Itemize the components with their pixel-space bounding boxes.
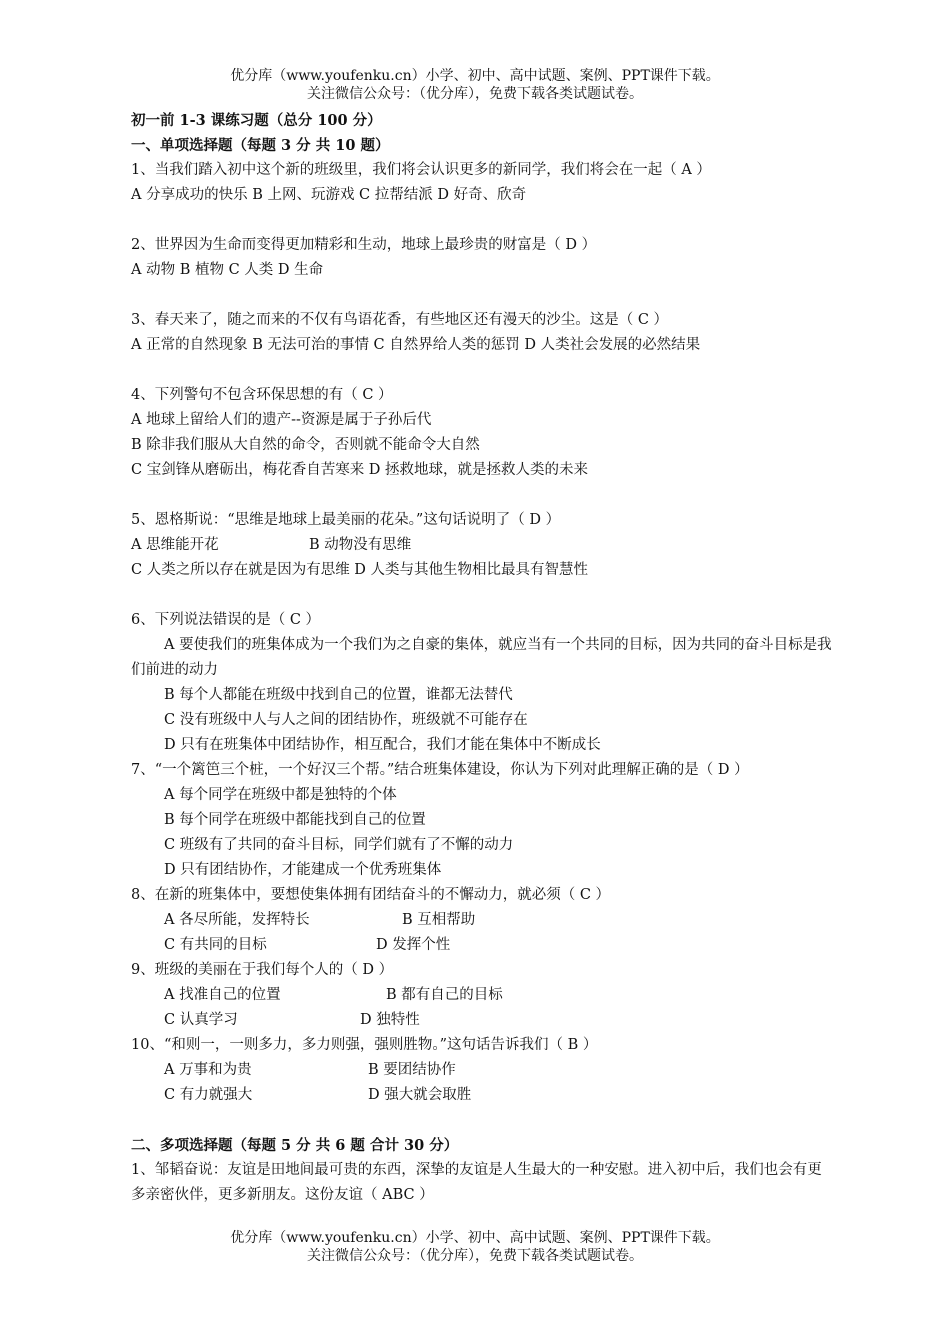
q1-stem: 1、当我们踏入初中这个新的班级里，我们将会认识更多的新同学，我们将会在一起（ A ） [131,162,711,178]
q7-option-c: C 班级有了共同的奋斗目标，同学们就有了不懈的动力 [164,837,514,853]
q7-option-d: D 只有团结协作，才能建成一个优秀班集体 [164,862,442,878]
q9-option-c: C 认真学习 [164,1012,238,1028]
q1-options: A 分享成功的快乐 B 上网、玩游戏 C 拉帮结派 D 好奇、欣奇 [131,187,527,203]
q10-option-c: C 有力就强大 [164,1087,253,1103]
page-header [0,67,950,103]
q4-option-b: B 除非我们服从大自然的命令，否则就不能命令大自然 [131,437,480,453]
q3-options: A 正常的自然现象 B 无法可治的事情 C 自然界给人类的惩罚 D 人类社会发展的必然结果 [131,337,701,353]
q8-stem: 8、在新的班集体中，要想使集体拥有团结奋斗的不懈动力，就必须（ C ） [131,887,611,903]
q10-options-cd [131,1083,836,1108]
q10-stem: 10、“和则一，一则多力，多力则强，强则胜物。”这句话告诉我们（ B ） [131,1037,598,1053]
q4-option-cd: C 宝剑锋从磨砺出，梅花香自苦寒来 D 拯救地球，就是拯救人类的未来 [131,462,589,478]
document-title: 初一前 1-3 课练习题（总分 100 分） [131,112,382,129]
q6-option-a: A 要使我们的班集体成为一个我们为之自豪的集体，就应当有一个共同的目标，因为共同的奋斗目标是我们前进的动力 [131,637,832,678]
q6-stem: 6、下列说法错误的是（ C ） [131,612,321,628]
footer-line-2: 关注微信公众号：（优分库），免费下载各类试题试卷。 [307,1248,643,1264]
q7-option-b: B 每个同学在班级中都能找到自己的位置 [164,812,426,828]
q2-options: A 动物 B 植物 C 人类 D 生命 [131,262,324,278]
s2-q1-stem: 1、邹韬奋说：友谊是田地间最可贵的东西，深挚的友谊是人生最大的一种安慰。进入初中后，我们也会有更多亲密伙伴，更多新朋友。这份友谊（ ABC ） [131,1162,822,1203]
q6-option-b: B 每个人都能在班级中找到自己的位置，谁都无法替代 [164,687,513,703]
q8-options-ab [131,908,836,933]
footer-line-1: 优分库（www.youfenku.cn）小学、初中、高中试题、案例、PPT课件下载。 [230,1230,720,1246]
page-footer [0,1229,950,1265]
q10-options-ab [131,1058,836,1083]
q8-option-d: D 发挥个性 [376,937,451,953]
q9-option-d: D 独特性 [360,1012,420,1028]
q10-option-a: A 万事和为贵 [164,1062,252,1078]
q5-option-a: A 思维能开花 [131,537,219,553]
q5-options-ab [131,533,836,558]
q5-option-b: B 动物没有思维 [309,537,412,553]
q9-stem: 9、班级的美丽在于我们每个人的（ D ） [131,962,394,978]
q8-option-b: B 互相帮助 [402,912,476,928]
q9-option-b: B 都有自己的目标 [386,987,503,1003]
q7-stem: 7、“一个篱笆三个桩，一个好汉三个帮。”结合班集体建设，你认为下列对此理解正确的是（ D ） [131,762,749,778]
q4-option-a: A 地球上留给人们的遗产--资源是属于子孙后代 [131,412,432,428]
header-line-1: 优分库（www.youfenku.cn）小学、初中、高中试题、案例、PPT课件下载。 [230,68,720,84]
section1-heading: 一、单项选择题（每题 3 分 共 10 题） [131,137,390,154]
document-body [131,108,836,1208]
q5-stem: 5、恩格斯说：“思维是地球上最美丽的花朵。”这句话说明了（ D ） [131,512,561,528]
q9-options-cd [131,1008,836,1033]
q2-stem: 2、世界因为生命而变得更加精彩和生动，地球上最珍贵的财富是（ D ） [131,237,597,253]
header-line-2: 关注微信公众号：（优分库），免费下载各类试题试卷。 [307,86,643,102]
q5-options-cd: C 人类之所以存在就是因为有思维 D 人类与其他生物相比最具有智慧性 [131,562,589,578]
q9-options-ab [131,983,836,1008]
q8-option-a: A 各尽所能，发挥特长 [164,912,310,928]
q7-option-a: A 每个同学在班级中都是独特的个体 [164,787,397,803]
q10-option-b: B 要团结协作 [368,1062,456,1078]
section2-heading: 二、多项选择题（每题 5 分 共 6 题 合计 30 分） [131,1137,459,1154]
q8-option-c: C 有共同的目标 [164,937,267,953]
q4-stem: 4、下列警句不包含环保思想的有（ C ） [131,387,393,403]
q10-option-d: D 强大就会取胜 [368,1087,472,1103]
q9-option-a: A 找准自己的位置 [164,987,281,1003]
q6-option-d: D 只有在班集体中团结协作，相互配合，我们才能在集体中不断成长 [164,737,601,753]
q6-option-c: C 没有班级中人与人之间的团结协作，班级就不可能存在 [164,712,528,728]
q8-options-cd [131,933,836,958]
q3-stem: 3、春天来了，随之而来的不仅有鸟语花香，有些地区还有漫天的沙尘。这是（ C ） [131,312,669,328]
